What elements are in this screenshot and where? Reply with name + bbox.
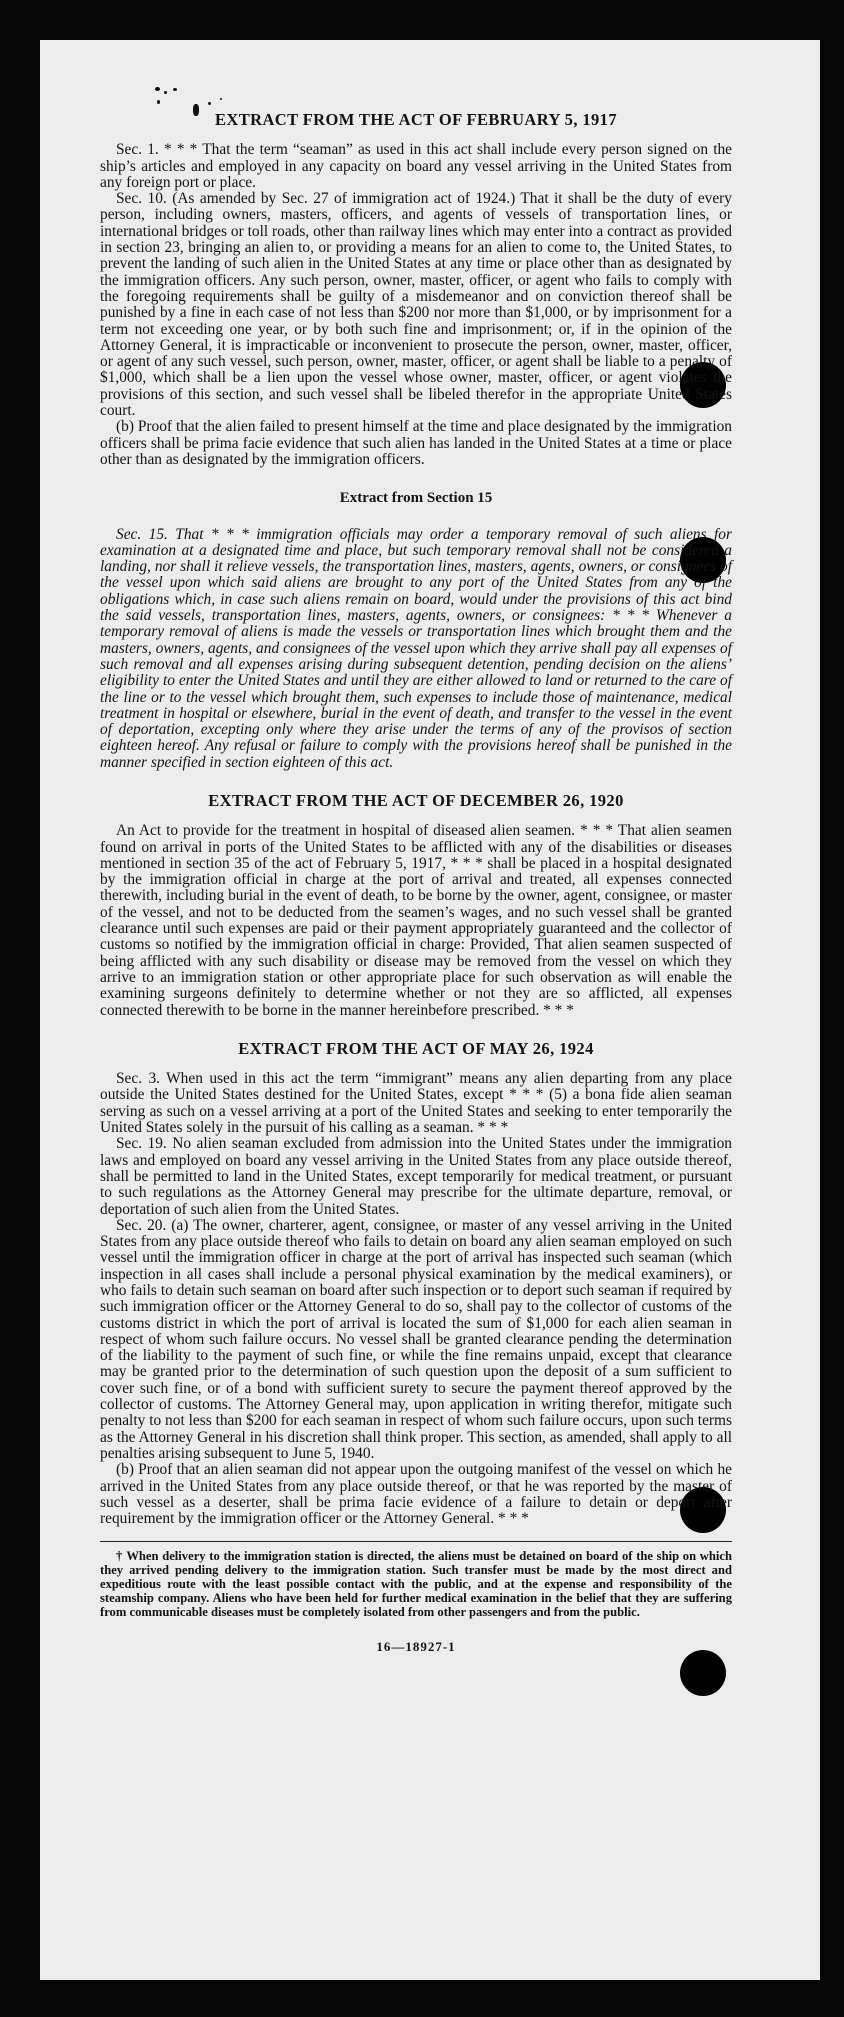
paragraph: Sec. 20. (a) The owner, charterer, agent, consignee, or master of any vessel arriving in the United States from any place outside thereof who fails to detain on board any alien seaman employed on such vessel until the immigration officer in charge at the port of arrival has inspected such seaman (which inspection in all cases shall include a personal physical examination by the medical examiners), or who fails to detain such seaman on board after such inspection or to deport such seaman if required by such immigration officer or the Attorney General to do so, shall pay to the collector of customs of the customs district in which the port of arrival is located the sum of $1,000 for each alien seaman in respect of whom such failure occurs. No vessel shall be granted clearance pending the determination of the liability to the payment of such fine, or while the fine remains unpaid, except that clearance may be granted prior to the determination of such question upon the deposit of a sum sufficient to cover such fine, or of a bond with sufficient surety to secure the payment thereof approved by the collector of customs. The Attorney General may, upon application in writing therefor, mitigate such penalty to not less than $200 for each seaman in respect of whom such failure occurs, upon such terms as the Attorney General in his discretion shall think proper. This section, as amended, shall apply to all penalties arising subsequent to June 5, 1940.	[100, 1216, 732, 1462]
paragraph: Sec. 15. That * * * immigration officials may order a temporary removal of such aliens for examination at a designated time and place, but such temporary removal shall not be considered a landing, nor shall it relieve vessels, the transportation lines, masters, agents, owners, or consignees of the vessel upon which said aliens are brought to any port of the United States from any of the obligations which, in case such aliens remain on board, would under the provisions of this act bind the said vessels, transportation lines, masters, agents, owners, or consignees: * * * Whenever a temporary removal of aliens is made the vessels or transportation lines which brought them and the masters, owners, agents, and consignees of the vessel upon which they arrive shall pay all expenses of such removal and all expenses arising during subsequent detention, pending decision on the aliens’ eligibility to enter the United States and until they are either allowed to land or returned to the care of the line or to the vessel which brought them, such expenses to include those of maintenance, medical treatment in hospital or elsewhere, burial in the event of death, and transfer to the vessel in the event of deportation, excepting only where they arise under the terms of any of the provisos of section eighteen hereof. Any refusal or failure to comply with the provisions hereof shall be punished in the manner specified in section eighteen of this act.	[100, 525, 732, 771]
paragraph: Sec. 3. When used in this act the term “immigrant” means any alien departing from any place outside the United States destined for the United States, except * * * (5) a bona fide alien seaman serving as such on a vessel arriving at a port of the United States and seeking to enter temporarily the United States solely in the pursuit of his calling as a seaman. * * *	[100, 1070, 732, 1137]
paragraph: (b) Proof that an alien seaman did not appear upon the outgoing manifest of the vessel on which he arrived in the United States from any place outside thereof, or that he was reported by the master of such vessel as a deserter, shall be prima facie evidence of a failure to detain or deport after requirement by the immigration officer or the Attorney General. * * *	[100, 1461, 732, 1528]
ink-speck	[155, 87, 160, 91]
paragraph: (b) Proof that the alien failed to present himself at the time and place designated by the immigration officers shall be prima facie evidence that such alien has landed in the United States at a time or place other than as designated by the immigration officers.	[100, 418, 732, 468]
section-act-1920	[100, 790, 732, 1019]
footnote: † When delivery to the immigration station is directed, the aliens must be detained on board of the ship on which they arrived pending delivery to the immigration station. Such transfer must be made by the most direct and expeditious route with the least possible contact with the public, and at the expense and responsibility of the steamship company. Aliens who have been held for further medical examination in the belief that they are suffering from communicable diseases must be completely isolated from other passengers and from the public.	[100, 1549, 732, 1619]
ink-speck	[208, 102, 211, 105]
document-text	[100, 112, 732, 1656]
section-title: Extract from Section 15	[339, 490, 493, 507]
paragraph: Sec. 1. * * * That the term “seaman” as used in this act shall include every person signed on the ship’s articles and employed in any capacity on board any vessel arriving in the United States from any foreign port or place.	[100, 141, 732, 191]
ink-speck	[173, 88, 177, 91]
section-extract-15	[100, 490, 732, 771]
footnote-divider	[100, 1541, 732, 1542]
paragraph: Sec. 19. No alien seaman excluded from admission into the United States under the immigration laws and employed on board any vessel arriving in the United States from any place outside thereof, shall be permitted to land in the United States, except temporarily for medical treatment, or pursuant to such regulations as the Attorney General may prescribe for the ultimate departure, removal, or deportation of such alien from the United States.	[100, 1135, 732, 1218]
ink-speck	[157, 100, 160, 104]
paragraph: An Act to provide for the treatment in hospital of diseased alien seamen. * * * That alien seamen found on arrival in ports of the United States to be afflicted with any of the disabilities or diseases mentioned in section 35 of the act of February 5, 1917, * * * shall be placed in a hospital designated by the immigration official in charge at the port of arrival and treated, all expenses connected therewith, including burial in the event of death, to be borne by the owner, agent, consignee, or master of the vessel, and not to be deducted from the seamen’s wages, and no such vessel shall be granted clearance until such expenses are paid or their payment appropriately guaranteed and the collector of customs so notified by the immigration official in charge: Provided, That alien seamen suspected of being afflicted with any such disability or disease may be removed from the vessel on which they arrive to an immigration station or other appropriate place for such observation as will enable the examining surgeons definitely to determine whether or not they are so afflicted, all expenses connected therewith to be borne in the manner hereinbefore prescribed. * * *	[100, 822, 732, 1019]
section-act-1917	[100, 112, 732, 468]
ink-speck	[164, 91, 167, 94]
section-title: EXTRACT FROM THE ACT OF MAY 26, 1924	[238, 1038, 594, 1058]
section-act-1924	[100, 1038, 732, 1528]
section-title: EXTRACT FROM THE ACT OF DECEMBER 26, 1920	[208, 790, 624, 810]
punch-hole	[680, 1650, 726, 1696]
section-title: EXTRACT FROM THE ACT OF FEBRUARY 5, 1917	[215, 110, 617, 129]
form-number: 16—18927-1	[376, 1639, 456, 1655]
ink-speck	[220, 98, 222, 100]
paragraph: Sec. 10. (As amended by Sec. 27 of immigration act of 1924.) That it shall be the duty of every person, including owners, masters, officers, and agents of vessels of transportation lines, or international bridges or toll roads, other than railway lines which may enter into a contract as provided in section 23, bringing an alien to, or providing a means for an alien to come to, the United States, to prevent the landing of such alien in the United States at any time or place other than as designated by the immigration officers. Any such person, owner, master, officer, or agent who fails to comply with the foregoing requirements shall be guilty of a misdemeanor and on conviction thereof shall be punished by a fine in each case of not less than $200 nor more than $1,000, or by imprisonment for a term not exceeding one year, or by both such fine and imprisonment; or, if in the opinion of the Attorney General, it is impracticable or inconvenient to prosecute the person, owner, master, officer, or agent of any such vessel, such person, owner, master, officer, or agent shall be liable to a penalty of $1,000, which shall be a lien upon the vessel whose owner, master, officer, or agent violates the provisions of this section, and such vessel shall be libeled therefor in the appropriate United States court.	[100, 190, 732, 420]
